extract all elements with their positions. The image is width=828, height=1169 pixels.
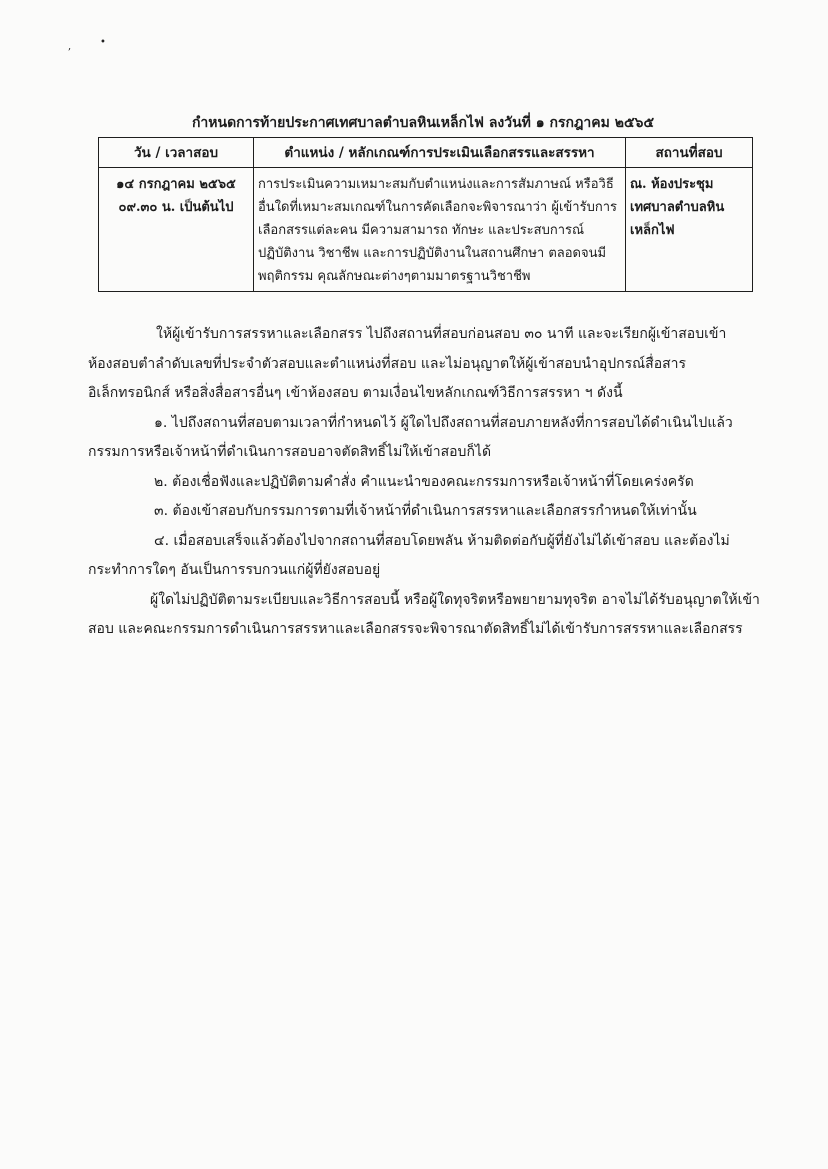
criteria-cell xyxy=(254,168,626,292)
exam-date: ๑๔ กรกฎาคม ๒๕๖๕ xyxy=(116,177,236,192)
header-date-time: วัน / เวลาสอบ xyxy=(99,138,254,168)
scan-dot: • xyxy=(100,37,106,48)
header-exam-location: สถานที่สอบ xyxy=(626,138,753,168)
instructions-body xyxy=(88,320,760,645)
rule-item-1: ๑. ไปถึงสถานที่สอบตามเวลาที่กำหนดไว้ ผู้ใดไปถึงสถานที่สอบภายหลังที่การสอบได้ดำเนินไปแล้ว xyxy=(154,414,733,431)
location-line: เหล็กไฟ xyxy=(630,223,675,238)
exam-time: ๐๙.๓๐ น. เป็นต้นไป xyxy=(118,200,234,215)
rule-item-1-cont: กรรมการหรือเจ้าหน้าที่ดำเนินการสอบอาจตัดสิทธิ์ไม่ให้เข้าสอบก็ได้ xyxy=(88,444,492,460)
criteria-line: ปฏิบัติงาน วิชาชีพ และการปฏิบัติงานในสถานศึกษา ตลอดจนมี xyxy=(258,246,607,261)
criteria-line: อื่นใดที่เหมาะสมเกณฑ์ในการคัดเลือกจะพิจารณาว่า ผู้เข้ารับการ xyxy=(258,200,617,215)
table-row xyxy=(99,168,753,292)
paragraph-intro-cont: ห้องสอบตำลำดับเลขที่ประจำตัวสอบและตำแหน่งที่สอบ และไม่อนุญาตให้ผู้เข้าสอบนำอุปกรณ์สื่อสาร xyxy=(88,355,687,372)
schedule-table xyxy=(98,137,753,292)
exam-date-cell xyxy=(99,168,254,292)
document-title: กำหนดการท้ายประกาศเทศบาลตำบลหินเหล็กไฟ ลงวันที่ ๑ กรกฎาคม ๒๕๖๕ xyxy=(191,115,655,131)
rule-item-3: ๓. ต้องเข้าสอบกับกรรมการตามที่เจ้าหน้าที่ดำเนินการสรรหาและเลือกสรรกำหนดให้เท่านั้น xyxy=(154,503,697,519)
paragraph-intro-cont: อิเล็กทรอนิกส์ หรือสิ่งสื่อสารอื่นๆ เข้าห้องสอบ ตามเงื่อนไขหลักเกณฑ์วิธีการสรรหา ฯ ดังนี้ xyxy=(88,385,623,401)
table-header-row xyxy=(99,138,753,168)
rule-item-4: ๔. เมื่อสอบเสร็จแล้วต้องไปจากสถานที่สอบโดยพลัน ห้ามติดต่อกับผู้ที่ยังไม่ได้เข้าสอบ และต้องไม่ xyxy=(154,532,730,549)
criteria-line: การประเมินความเหมาะสมกับตำแหน่งและการสัมภาษณ์ หรือวิธี xyxy=(258,177,614,192)
paragraph-intro: ให้ผู้เข้ารับการสรรหาและเลือกสรร ไปถึงสถานที่สอบก่อนสอบ ๓๐ นาที และจะเรียกผู้เข้าสอบเข้า xyxy=(156,326,727,342)
exam-location-cell xyxy=(626,168,753,292)
scan-mark: , xyxy=(68,41,72,52)
criteria-line: เลือกสรรแต่ละคน มีความสามารถ ทักษะ และประสบการณ์ xyxy=(258,223,585,238)
header-position-criteria: ตำแหน่ง / หลักเกณฑ์การประเมินเลือกสรรและสรรหา xyxy=(254,138,626,168)
location-line: ณ. ห้องประชุม xyxy=(630,177,714,192)
criteria-line: พฤติกรรม คุณลักษณะต่างๆตามมาตรฐานวิชาชีพ xyxy=(258,269,531,284)
paragraph-penalty-cont: สอบ และคณะกรรมการดำเนินการสรรหาและเลือกสรรจะพิจารณาตัดสิทธิ์ไม่ได้เข้ารับการสรรหาและเลือกสรร xyxy=(88,621,743,637)
location-line: เทศบาลตำบลหิน xyxy=(630,200,725,215)
paragraph-penalty: ผู้ใดไม่ปฏิบัติตามระเบียบและวิธีการสอบนี้ หรือผู้ใดทุจริตหรือพยายามทุจริต อาจไม่ได้รับอนุญาตให้เข้า xyxy=(150,591,760,608)
rule-item-4-cont: กระทำการใดๆ อันเป็นการรบกวนแก่ผู้ที่ยังสอบอยู่ xyxy=(88,562,381,578)
rule-item-2: ๒. ต้องเชื่อฟังและปฏิบัติตามคำสั่ง คำแนะนำของคณะกรรมการหรือเจ้าหน้าที่โดยเคร่งครัด xyxy=(154,473,694,490)
